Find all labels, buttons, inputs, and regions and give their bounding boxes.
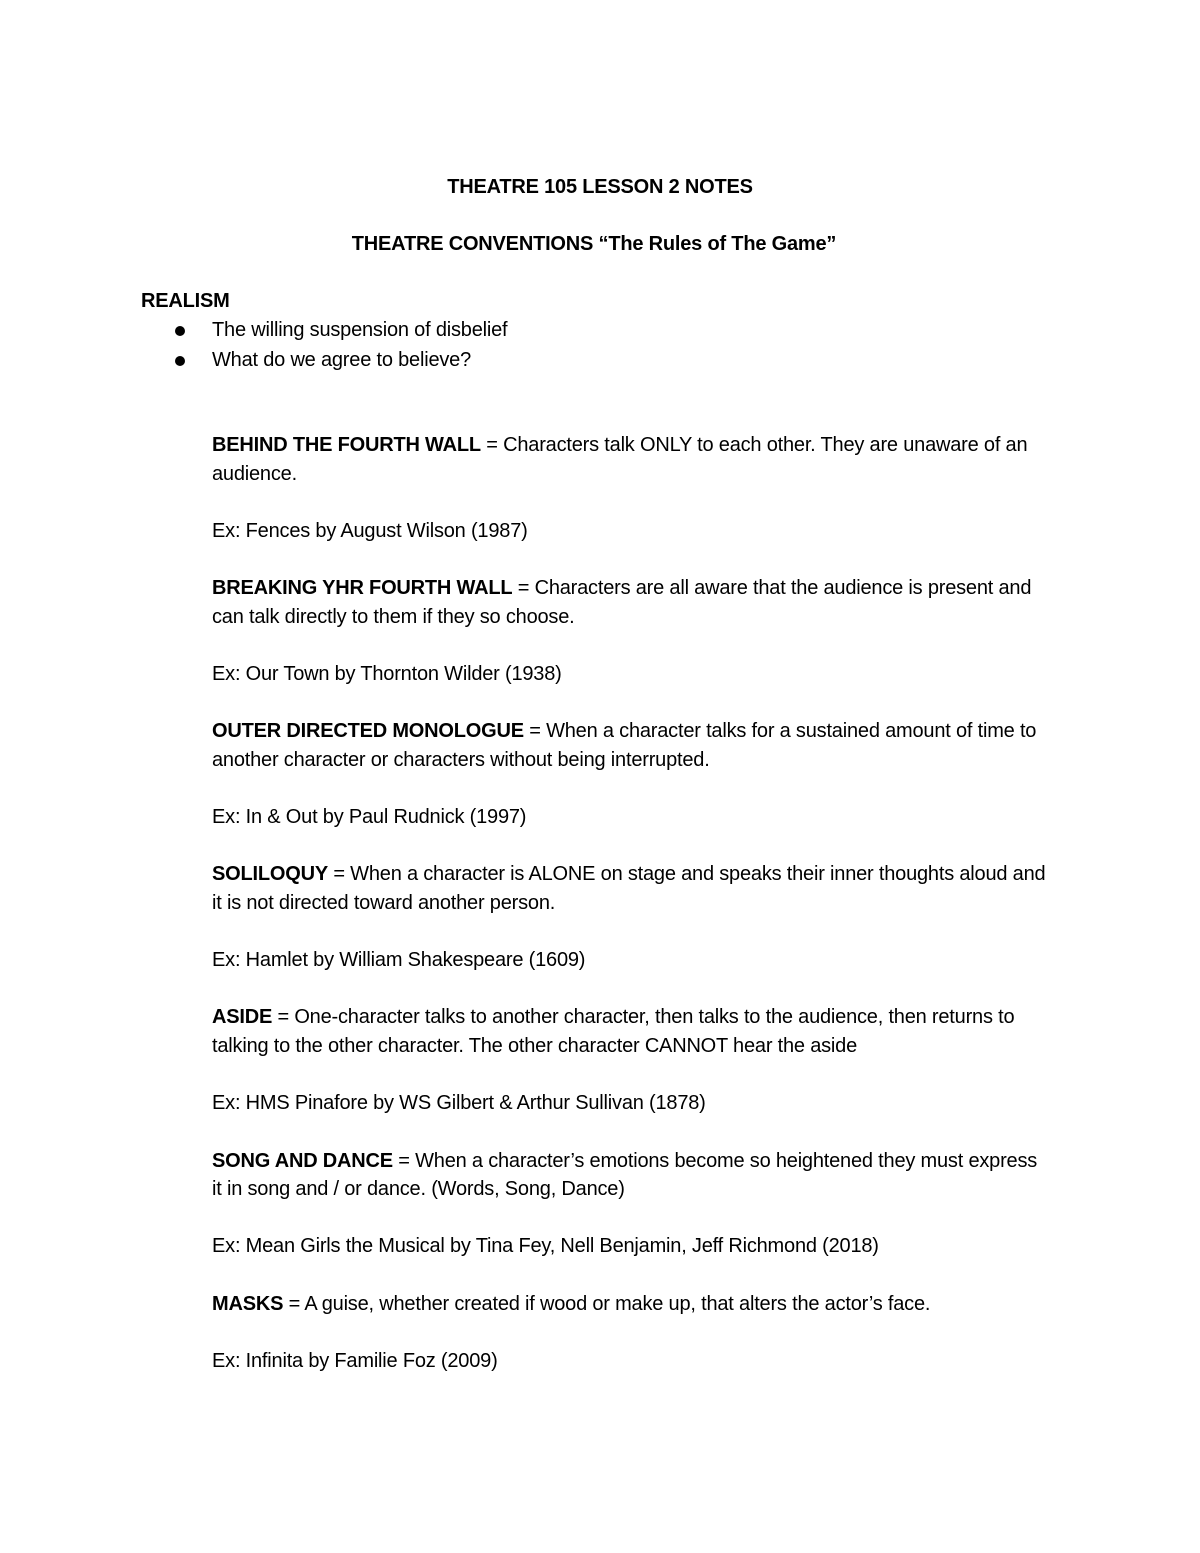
convention-term: ASIDE xyxy=(212,1006,273,1029)
convention-term: OUTER DIRECTED MONOLOGUE xyxy=(212,720,524,743)
convention-definition xyxy=(212,860,1052,917)
convention-example: Ex: HMS Pinafore by WS Gilbert & Arthur Sullivan (1878) xyxy=(212,1092,706,1115)
convention-entry xyxy=(212,1290,1052,1376)
section-heading-realism: REALISM xyxy=(141,290,230,312)
bullet-item xyxy=(141,346,507,376)
convention-definition xyxy=(212,1147,1052,1204)
convention-entry xyxy=(212,431,1052,546)
convention-entry xyxy=(212,574,1052,689)
bullet-dot-icon xyxy=(175,326,185,336)
convention-term: SONG AND DANCE xyxy=(212,1149,393,1172)
convention-description: = When a character is ALONE on stage and speaks their inner thoughts aloud and it is not directed toward another person. xyxy=(212,863,1046,915)
convention-description: = One-character talks to another character, then talks to the audience, then returns to talking to the other character. The other character CANNOT hear the aside xyxy=(212,1006,1015,1058)
document-subtitle: THEATRE CONVENTIONS “The Rules of The Game” xyxy=(351,233,837,255)
convention-definition xyxy=(212,574,1052,631)
convention-example: Ex: In & Out by Paul Rudnick (1997) xyxy=(212,806,527,829)
convention-example: Ex: Hamlet by William Shakespeare (1609) xyxy=(212,949,586,972)
convention-description: = Characters are all aware that the audience is present and can talk directly to them if they so choose. xyxy=(212,577,1032,628)
convention-example: Ex: Fences by August Wilson (1987) xyxy=(212,519,528,542)
conventions-list xyxy=(212,431,1052,1404)
convention-definition xyxy=(212,717,1052,774)
convention-example: Ex: Infinita by Familie Foz (2009) xyxy=(212,1349,498,1372)
convention-term: BREAKING YHR FOURTH WALL xyxy=(212,577,513,600)
realism-bullet-list xyxy=(141,316,507,376)
convention-description: = A guise, whether created if wood or make up, that alters the actor’s face. xyxy=(283,1292,931,1315)
document-title: THEATRE 105 LESSON 2 NOTES xyxy=(447,176,753,198)
convention-entry xyxy=(212,1147,1052,1262)
convention-entry xyxy=(212,1003,1052,1118)
convention-term: SOLILOQUY xyxy=(212,863,328,886)
convention-description: = When a character’s emotions become so heightened they must express it in song and / or dance. (Words, Song, Dance) xyxy=(212,1149,1038,1201)
convention-example: Ex: Our Town by Thornton Wilder (1938) xyxy=(212,663,562,686)
convention-example: Ex: Mean Girls the Musical by Tina Fey, Nell Benjamin, Jeff Richmond (2018) xyxy=(212,1235,879,1258)
bullet-text: The willing suspension of disbelief xyxy=(212,319,508,341)
convention-description: = Characters talk ONLY to each other. They are unaware of an audience. xyxy=(212,434,1028,485)
bullet-text: What do we agree to believe? xyxy=(212,349,472,371)
convention-entry xyxy=(212,717,1052,832)
convention-entry xyxy=(212,860,1052,975)
convention-definition xyxy=(212,431,1052,488)
convention-term: BEHIND THE FOURTH WALL xyxy=(212,434,481,456)
convention-definition xyxy=(212,1003,1052,1060)
convention-description: = When a character talks for a sustained amount of time to another character or characters without being interrupted. xyxy=(212,720,1037,771)
convention-term: MASKS xyxy=(212,1292,284,1315)
bullet-item xyxy=(141,316,507,346)
bullet-dot-icon xyxy=(175,356,185,366)
convention-definition xyxy=(212,1290,1052,1319)
